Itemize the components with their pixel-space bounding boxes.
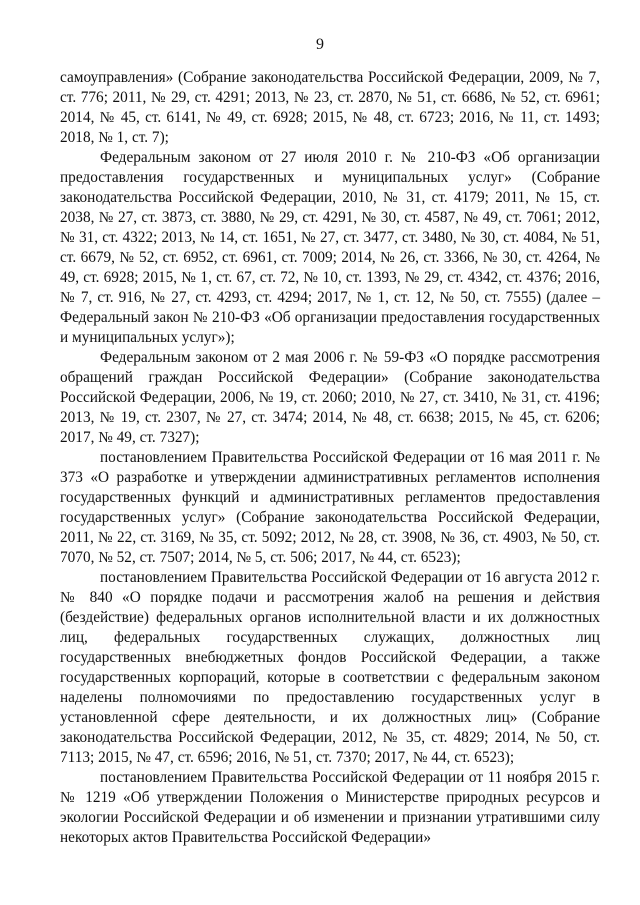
- paragraph-federal-law-59: Федеральным законом от 2 мая 2006 г. № 59-ФЗ «О порядке рассмотрения обращений граждан Российской Федерации» (Собрание законодательства Российской Федерации, 2006, № 19, ст. 2060; 2010, № 27, ст. 3410, № 31, ст. 4196; 2013, № 19, ст. 2307, № 27, ст. 3474; 2014, № 48, ст. 6638; 2015, № 45, ст. 6206; 2017, № 49, ст. 7327);: [60, 349, 600, 446]
- paragraph-resolution-840: постановлением Правительства Российской Федерации от 16 августа 2012 г. № 840 «О порядке подачи и рассмотрения жалоб на решения и действия (бездействие) федеральных органов исполнительной власти и их должностных лиц, федеральных государственных служащих, должностных лиц государственных внебюджетных фондов Российской Федерации, а также государственных корпораций, которые в соответствии с федеральным законом наделены полномочиями по предоставлению государственных услуг в установленной сфере деятельности, и их должностных лиц» (Собрание законодательства Российской Федерации, 2012, № 35, ст. 4829; 2014, № 50, ст. 7113; 2015, № 47, ст. 6596; 2016, № 51, ст. 7370; 2017, № 44, ст. 6523);: [60, 569, 600, 766]
- paragraph-continuation: самоуправления» (Собрание законодательства Российской Федерации, 2009, № 7, ст. 776; 2011, № 29, ст. 4291; 2013, № 23, ст. 2870, № 51, ст. 6686, № 52, ст. 6961; 2014, № 45, ст. 6141, № 49, ст. 6928; 2015, № 48, ст. 6723; 2016, № 11, ст. 1493; 2018, № 1, ст. 7);: [60, 69, 600, 146]
- paragraph-federal-law-210: Федеральным законом от 27 июля 2010 г. № 210-ФЗ «Об организации предоставления государственных и муниципальных услуг» (Собрание законодательства Российской Федерации, 2010, № 31, ст. 4179; 2011, № 15, ст. 2038, № 27, ст. 3873, ст. 3880, № 29, ст. 4291, № 30, ст. 4587, № 49, ст. 7061; 2012, № 31, ст. 4322; 2013, № 14, ст. 1651, № 27, ст. 3477, ст. 3480, № 30, ст. 4084, № 51, ст. 6679, № 52, ст. 6952, ст. 6961, ст. 7009; 2014, № 26, ст. 3366, № 30, ст. 4264, № 49, ст. 6928; 2015, № 1, ст. 67, ст. 72, № 10, ст. 1393, № 29, ст. 4342, ст. 4376; 2016, № 7, ст. 916, № 27, ст. 4293, ст. 4294; 2017, № 1, ст. 12, № 50, ст. 7555) (далее – Федеральный закон № 210-ФЗ «Об организации предоставления государственных и муниципальных услуг»);: [60, 149, 600, 346]
- document-body: [60, 68, 600, 848]
- page-number: 9: [316, 36, 324, 53]
- paragraph-resolution-373: постановлением Правительства Российской Федерации от 16 мая 2011 г. № 373 «О разработке и утверждении административных регламентов исполнения государственных функций и административных регламентов предоставления государственных услуг» (Собрание законодательства Российской Федерации, 2011, № 22, ст. 3169, № 35, ст. 5092; 2012, № 28, ст. 3908, № 36, ст. 4903, № 50, ст. 7070, № 52, ст. 7507; 2014, № 5, ст. 506; 2017, № 44, ст. 6523);: [60, 449, 600, 566]
- paragraph-resolution-1219: постановлением Правительства Российской Федерации от 11 ноября 2015 г. № 1219 «Об утверждении Положения о Министерстве природных ресурсов и экологии Российской Федерации и об изменении и признании утратившими силу некоторых актов Правительства Российской Федерации»: [60, 769, 600, 846]
